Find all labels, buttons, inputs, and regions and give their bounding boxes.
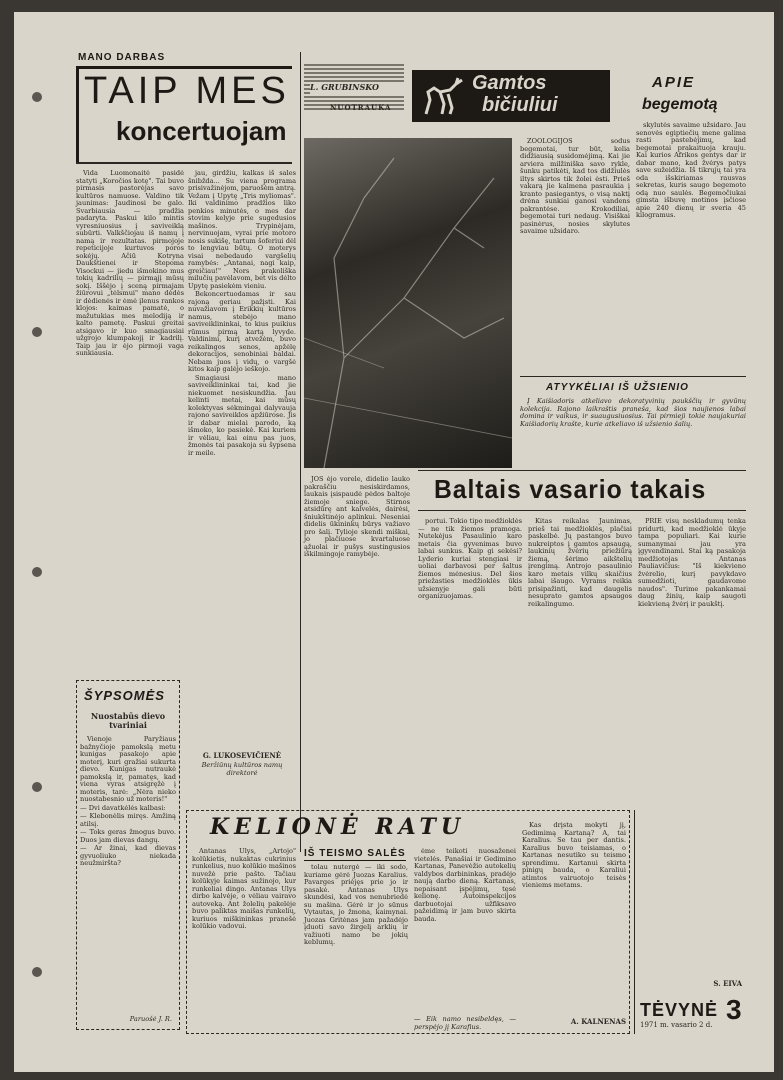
wheels-col-4: Kas drįsta mokyti jį, Gedimimą Kartaną? A, tai Karalius. Se tau per dantis. Karalius buvo teisiamas, o Kartanas nesutiko su teismo sprendimu. Kartanui skirta pinigų bauda, o Karaliui atimtos vairuotojo teisės vieniems metams. [522,821,626,889]
wheels-author: A. KALNENAS [570,1017,626,1026]
binder-hole [32,782,42,792]
divider [418,510,746,511]
tree-branches-graphic [304,138,512,468]
issue-date: 1971 m. vasario 2 d. [640,1021,713,1029]
deer-icon [418,74,466,118]
column-rule [300,52,301,852]
winter-col-2: portui. Tokio tipo medžioklės — ne tik žiemos pramoga. Nutekėjus Pasaulinio karo metais čia gyvenimas buvo labai sunkus. Kaip gi sekėsi? Lyderio kuriai stengiasi ir uoliai darbavosi per šaltus žiemos mėnesius. Del šios priežasties medžioklės ūkis užsienyje gali būti organizuojamas. [418,517,522,600]
binder-hole [32,567,42,577]
wheels-col-3: ėme teikoti nuosaženei vietelės. Panašiai ir Gedimino Kartanas, Panevėžio autokelių valdybos darbininkas, pradėjo naują darbo dieną. Kartanas, nepaisant įspėjimų, tęsė kelionę. Autoinspekcijos darbuotojai užfiksavo pažeidimą ir jam buvo skirta bauda. [414,847,516,923]
winter-tree-photo [304,138,512,468]
smiles-subheading: Nuostabūs dievo tvariniai [90,711,166,730]
smiles-author: Paruošė J. R. [129,1015,172,1023]
wheels-signature-line: — Eik namo nesibeldęs, — perspėjo jį Karafius. [414,1015,516,1031]
smiles-heading: ŠYPSOMĖS [84,688,165,703]
concert-author: G. LUKOSEVIČIENĖ [202,751,282,760]
column-rule [634,810,635,1034]
nature-title-2: bičiuliui [482,94,558,116]
paper-name: TĖVYNĖ [640,1000,719,1020]
court-heading: IŠ TEISMO SALĖS [304,848,406,859]
divider [76,162,292,164]
wheels-travel-title: KELIONĖ RATU [210,814,466,840]
winter-col-3: Kitas reikalas Jaunimas, prieš tai medžioklės, plačiai paskelbė. Jų pastangos buvo nukreiptos į gamtos apsaugą, laukinių žvėrių priežiūrą žiemą, šėrimo aikštelių įrengimą. Antrojo pasaulinio karo metais vilkų skaičius labai išaugo. Vyrams reikia prisipažinti, kad daugelis nesuprato gamtos apsaugos reikalingumo. [528,517,632,608]
winter-col-1: JOS ėjo vorele, didelio lauko pakraščiu nesiskirdamos, laukais įsispaudė pėdos baltoje žiemoje sniege. Stirnos atsidūrę ant kalvelės, dairėsi, šniukštinėjo aplinkui. Neseniai didelis ūkininkų būrys važiavo pro šalį. Tylioje skendi miškai, jo plačiuose kvartaluose ąžuolai ir pušys sustingusios iškilmingoje ramybėje. [304,475,410,558]
binder-hole [32,92,42,102]
concert-author-title: Beržiūnų kultūros namų direktorė [201,761,283,777]
section-kicker: MANO DARBAS [78,52,166,63]
foreign-news-heading: ATYYKĖLIAI IŠ UŽSIENIO [546,382,689,393]
binder-hole [32,327,42,337]
photo-author: L. GRUBINSKO [310,84,406,94]
hippo-title-1: APIE [652,74,696,91]
hippo-col-1: ZOOLOGIJOS sodus begemotai, tur būt, kelia didžiausią susidomėjimą. Kai jie arviera milžiniška savo rykle, šunku patikėti, kad tos didžiulės iltys skirtos tik žolei ėsti. Prieš vakarą jie kalmena pasraukia į kranto pasiegantys, o visą naktį drėna sunkiai ganosi vandens pakrantėse. Krokodiliai, begemotai turi nedaug. Visiškai pasinėrus, nosies skylutes savaime užsidaro. [520,137,630,235]
newspaper-page [14,12,774,1072]
page-number: 3 [726,994,742,1025]
hippo-author: S. EIVA [713,979,742,988]
hippo-title-2: begemotą [642,96,718,113]
winter-path-title: Baltais vasario takais [434,474,707,504]
wheels-col-1: Antanas Ulys, „Artojo" kolūkietis, nukaktas cukrinius runkelius, nuo kolūkio mašinos nuvežė prie pašto. Tačiau kolūkyje kaimas sužinojo, kur runkeliai dingo. Antanas Ulys dirbo kalvėje, o vėliau vairavo autoveką. Ant žolelių pakelėje buvo paliktas maišas runkelių, kuriuos miškininkas pranešė kolūkio vadovui. [192,847,296,930]
divider [418,470,746,471]
concert-col-2: jau, girdžiu, kalkas iš sales šnibžda... Su viena programa prisivažinėjom, paruošėm antrą. Vežam į Upytę „Tris myliomas". Iki valdinimo pradžios liko penkios minutės, o mes dar stovim kelyje prie sugedusios mašinos. Trypinėjam, nervinuojam, vyrai prie motoro nosis sukišę, tartum šoferiui dėl to lengviau būtų. O moterys visai nebedaudo vargšelių ramybės: „Antanai, nagi kaip, greičiau!" Nors prakoliška milučių pavėlavom, bet vis dėlto Upytę pasiekėm vieniu. Bekoncertuodamas ir sau rajoną geriau pažįsti. Kai nuvažiavom į Erikkių kultūros namus, stebėjo mano saviveiklininkai, to kius puikius rūmus pirmą kartą lyvyde. Valdinimi, kurį atvežėm, buvo reikalingos senos, apžėlę dekoracijos, senobiniai baldai. Nebam juos į vidų, o vargšė kitos kaip galėjo ieškojo. Smagiausi mano saviveiklininkai tai, kad jie niekuomet nesiskundžia. Jau kelinti metai, kai mūsų kolektyvas sėkmingai dalyvauja rajono saviveiklos apžiūrose. Jis ir dabar mielai parodo, ką išmoko, ko pasiekė. Kai kuriem ir vėliau, kai einu pas juos, žmonės tai pasakoja su šypsena ir meile. [188,169,296,457]
headline-line2: koncertuojam [116,116,287,146]
headline-line1: TAIP MES [84,70,290,112]
photo-label: NUOTRAUKA [330,103,392,112]
binder-hole [32,967,42,977]
winter-col-4: PRIE visų neskladumų tenka pridurti, kad medžioklė ūkyje tampa populiari. Kai kurie sumanymai jau yra įgyvendinami. Stai ką pasakoja medžiotojas Antanas Pauliavičius: "Iš kiekvieno žvėrelio, kurį pavykdavo sumedžioti, gaudavome naudos". Turime pakankamai daug žinių, kaip saugoti kiekvieną žvėrį ir paukštį. [638,517,746,608]
foreign-news-text: Į Kaišiadoris atkeliavo dekoratyvinių paukščių ir gyvūnų kolekcija. Rajono laikraštis praneša, kad šios naujienos labai domina ir vaikus, ir suaugusiuosius. Tai pirmieji tokie naujakuriai Kaišiadorių krašte, kurie atkeliavo iš užsienio šalių. [520,397,746,428]
wheels-col-2: tolau nutergė — iki sodo, kuriame gėrė Juozas Karalius. Pavarges priėjęs prie jo ir pasakė. Antanas Ulys skundėsi, kad vos nenubriedė su mašina. Gėrė ir jo sūnus Vytautas, jo žmona, kaimynai. Juozas Gritėnas jam pažadėjo įduoti savo žirgelį arklių ir važiuoti namo be jokių keblumų. [304,863,408,946]
nature-title-1: Gamtos [472,72,547,94]
smiles-text: Vienoje Paryžiaus bažnyčioje pamokslą metu kunigas pasakojo apie moterį, kuri gražiai sukurta dievo. Kunigas nutraukė pamokslą ir, pamatęs, kad viena vyras atsigręžė į moteris, tarė: „Nėra nieko nuostabesnio už moteris!" — Dvi davatkėlės kalbasi: — Klebonėlis miręs. Amžiną atilsį. — Toks geras žmogus buvo. Duos jam dievas dangų. — Ar žinai, kad dievas gyvuoliuko niekada neužmiršta? [80,735,176,867]
hippo-col-2: skylutės savaime užsidaro. Jau senovės egiptiečių mene galima rasti pastebėjimų, kad begemotai prakaituoja krauju. Kai kurios Afrikos gentys dar ir dabar mano, kad žvėrys patys save sužeidžia. Iš tikrųjų tai yra oda išskiriamas rausvas sekretas, kuris saugo begemoto odą nuo saulės. Begemočiukai gimsta išbuvę motinos įsčiose apie 240 dienų ir sveria 45 kilogramus. [636,121,746,219]
concert-col-1: Vida Luomonaitė pasidė statyti „Koročios kotę". Tai buvo pirmasis pastorėjas savo kultūros namuose. Valdino tik jaunimas: Jaudinosi be galo. Svarbiausia — pradžia padaryta. Paskui kilo mintis vyresniuosius į saviveiklą subūrti. Valkščiojau iš namų į namą ir rezultatas. pirmojoje repeticijoje kurtuvos poros sokėjų. Ačiū Kotryna Daukštienei ir Stepoma Visockui — jiedu išmokino mus tokių kadrilių — pirmąjį mūsų sokį. Iššėjo į sceną pirmajam žiūrovui „tėlsmui" mano dėdės ir dėdienės ir ėmė įlenus rankos klojos: kaimas pamatė, o mažutukias mes melodiją ir kalto pametę. Paskui greitai atsigavo ir kuo smagiausiai užgrojo klumpakojį ir kadrilį. Taip jau ir ėjo pirmoji vaga sunkiausia. [76,169,184,357]
divider [520,376,746,377]
